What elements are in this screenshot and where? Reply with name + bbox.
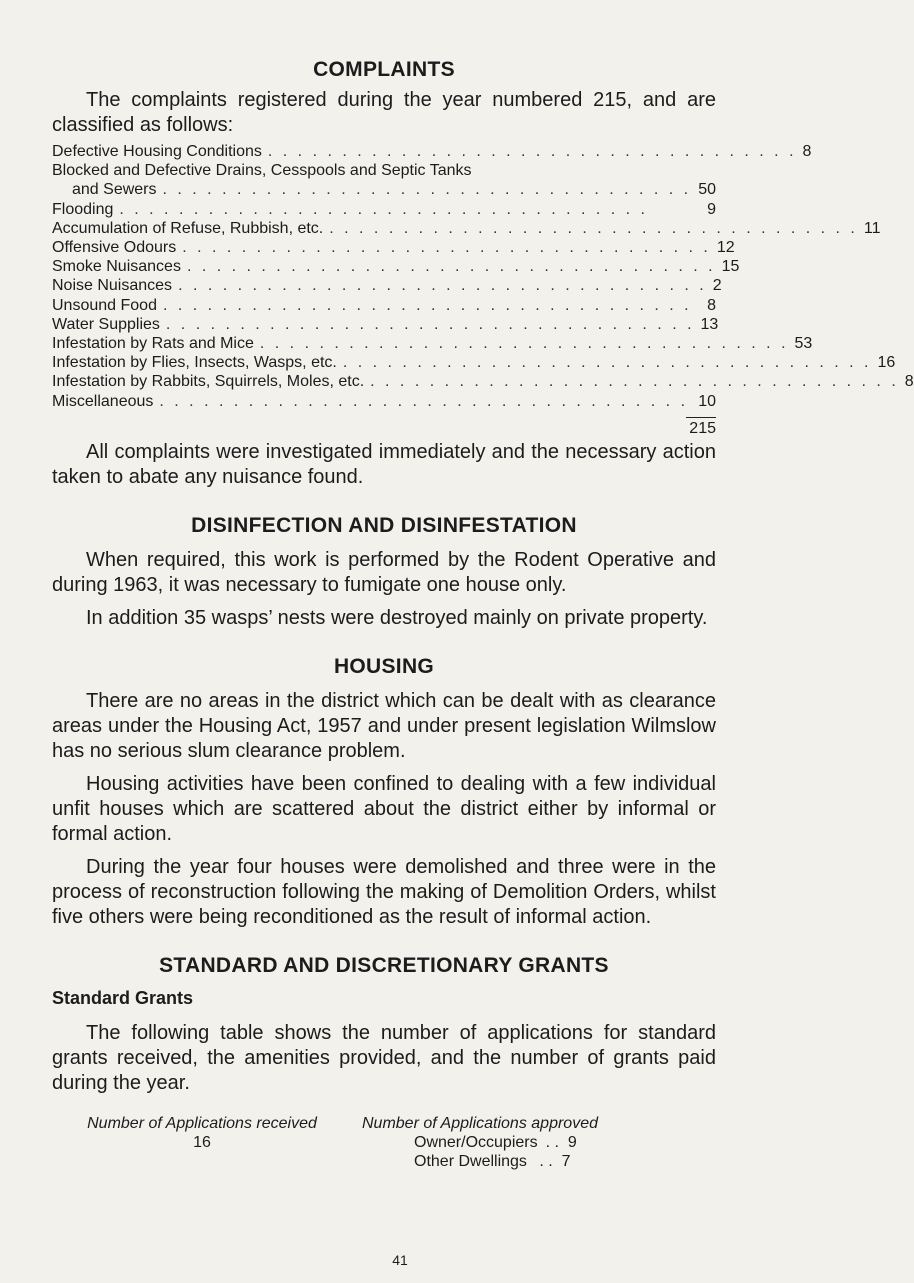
list-item: Flooding . . . . . . . . . . . . . . . . . . . . . . . . . . . . . . . . . . . . 9 xyxy=(52,200,716,218)
grants-subheading: Standard Grants xyxy=(52,987,194,1008)
list-item: and Sewers . . . . . . . . . . . . . . . . . . . . . . . . . . . . . . . . . . . . 50 xyxy=(72,181,716,199)
complaints-intro: The complaints registered during the year numbered 215, and are classified as follows: xyxy=(52,89,716,136)
complaints-closing: All complaints were investigated immediately and the necessary action taken to abate any nuisance found. xyxy=(52,440,716,488)
list-item: Owner/Occupiers . . 9 xyxy=(414,1133,577,1151)
list-item: Smoke Nuisances . . . . . . . . . . . . . . . . . . . . . . . . . . . . . . . . . . . . 15 xyxy=(52,258,740,276)
housing-paragraph-1: There are no areas in the district which can be dealt with as clearance areas under the Housing Act, 1957 and under present legislation Wilmslow has no serious slum clearance problem. xyxy=(52,689,716,762)
document-page xyxy=(52,58,914,1171)
complaints-list xyxy=(52,142,914,440)
housing-heading: HOUSING xyxy=(333,654,435,678)
applications-received xyxy=(52,1114,352,1171)
list-item: Defective Housing Conditions . . . . . . . . . . . . . . . . . . . . . . . . . . . . . . . . . . . . 8 xyxy=(52,143,812,160)
list-item: Accumulation of Refuse, Rubbish, etc. . . . . . . . . . . . . . . . . . . . . . . . . . . . . . . . . . . . . 11 xyxy=(52,219,881,237)
list-item: Unsound Food . . . . . . . . . . . . . . . . . . . . . . . . . . . . . . . . . . . . 8 xyxy=(52,296,716,314)
disinfection-heading: DISINFECTION AND DISINFESTATION xyxy=(191,513,577,537)
disinfection-paragraph-1: When required, this work is performed by the Rodent Operative and during 1963, it was necessary to fumigate one house only. xyxy=(52,548,716,596)
applications-table xyxy=(52,1114,716,1171)
list-item: Infestation by Rats and Mice . . . . . . . . . . . . . . . . . . . . . . . . . . . . . . . . . . . . 53 xyxy=(52,335,813,353)
housing-paragraph-2: Housing activities have been confined to dealing with a few individual unfit houses which are scattered about the district either by informal or formal action. xyxy=(52,772,716,845)
housing-paragraph-3: During the year four houses were demolished and three were in the process of reconstruction following the making of Demolition Orders, whilst five others were being reconditioned as the result of informal action. xyxy=(52,855,716,928)
grants-heading: STANDARD AND DISCRETIONARY GRANTS xyxy=(159,953,609,977)
received-label: Number of Applications received xyxy=(87,1114,317,1132)
approved-label: Number of Applications approved xyxy=(362,1114,598,1132)
list-item: Offensive Odours . . . . . . . . . . . . . . . . . . . . . . . . . . . . . . . . . . . . 12 xyxy=(52,239,735,257)
disinfection-paragraph-2: In addition 35 wasps’ nests were destroyed mainly on private property. xyxy=(86,606,708,629)
list-item: Miscellaneous . . . . . . . . . . . . . . . . . . . . . . . . . . . . . . . . . . . . 10 xyxy=(52,392,716,410)
list-item: Other Dwellings . . 7 xyxy=(414,1152,571,1170)
list-item: Blocked and Defective Drains, Cesspools and Septic Tanks xyxy=(52,162,472,180)
grants-paragraph: The following table shows the number of applications for standard grants received, the amenities provided, and the number of grants paid during the year. xyxy=(52,1021,716,1094)
complaints-total: 215 xyxy=(689,419,716,437)
list-item: Infestation by Flies, Insects, Wasps, etc. . . . . . . . . . . . . . . . . . . . . . . . . . . . . . . . . . . . . 16 xyxy=(52,354,896,372)
applications-approved xyxy=(352,1114,716,1171)
list-item: Noise Nuisances . . . . . . . . . . . . . . . . . . . . . . . . . . . . . . . . . . . . 2 xyxy=(52,277,722,295)
received-value: 16 xyxy=(193,1133,211,1151)
list-item: Infestation by Rabbits, Squirrels, Moles, etc. . . . . . . . . . . . . . . . . . . . . . . . . . . . . . . . . . . . . 8 xyxy=(52,373,914,391)
page-number: 41 xyxy=(392,1252,408,1268)
complaints-heading: COMPLAINTS xyxy=(313,58,455,81)
list-item: Water Supplies . . . . . . . . . . . . . . . . . . . . . . . . . . . . . . . . . . . . 13 xyxy=(52,315,719,333)
